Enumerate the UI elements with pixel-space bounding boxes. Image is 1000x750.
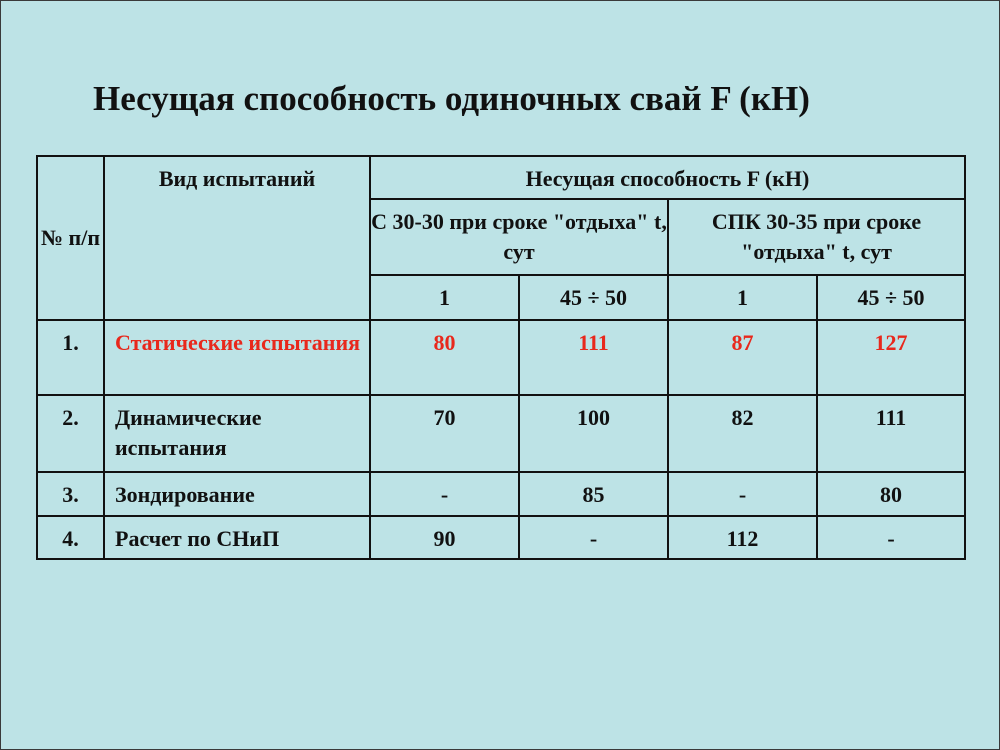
header-subcol: 1	[668, 275, 817, 320]
row-name: Зондирование	[104, 472, 370, 516]
table-row	[37, 516, 965, 559]
header-group-c30: С 30-30 при сроке "отдыха" t, сут	[370, 199, 668, 275]
cell-value: 80	[370, 320, 519, 395]
cell-value: -	[817, 516, 965, 559]
cell-value: 85	[519, 472, 668, 516]
capacity-table	[36, 155, 966, 560]
table-row	[37, 472, 965, 516]
row-num: 2.	[37, 395, 104, 472]
header-capacity: Несущая способность F (кН)	[370, 156, 965, 199]
cell-value: -	[519, 516, 668, 559]
header-subcol: 45 ÷ 50	[817, 275, 965, 320]
row-num: 4.	[37, 516, 104, 559]
cell-value: 127	[817, 320, 965, 395]
header-num: № п/п	[37, 156, 104, 320]
header-subcol: 1	[370, 275, 519, 320]
slide-title: Несущая способность одиночных свай F (кН)	[93, 79, 810, 118]
row-num: 1.	[37, 320, 104, 395]
table-row	[37, 320, 965, 395]
row-num: 3.	[37, 472, 104, 516]
table-row	[37, 395, 965, 472]
cell-value: 111	[817, 395, 965, 472]
cell-value: 90	[370, 516, 519, 559]
row-name: Статические испытания	[104, 320, 370, 395]
header-kind: Вид испытаний	[104, 156, 370, 320]
cell-value: 100	[519, 395, 668, 472]
cell-value: 82	[668, 395, 817, 472]
cell-value: -	[668, 472, 817, 516]
cell-value: 87	[668, 320, 817, 395]
row-name: Динамические испытания	[104, 395, 370, 472]
cell-value: -	[370, 472, 519, 516]
row-name: Расчет по СНиП	[104, 516, 370, 559]
header-group-spk30: СПК 30-35 при сроке "отдыха" t, сут	[668, 199, 965, 275]
cell-value: 80	[817, 472, 965, 516]
header-subcol: 45 ÷ 50	[519, 275, 668, 320]
cell-value: 111	[519, 320, 668, 395]
cell-value: 70	[370, 395, 519, 472]
cell-value: 112	[668, 516, 817, 559]
